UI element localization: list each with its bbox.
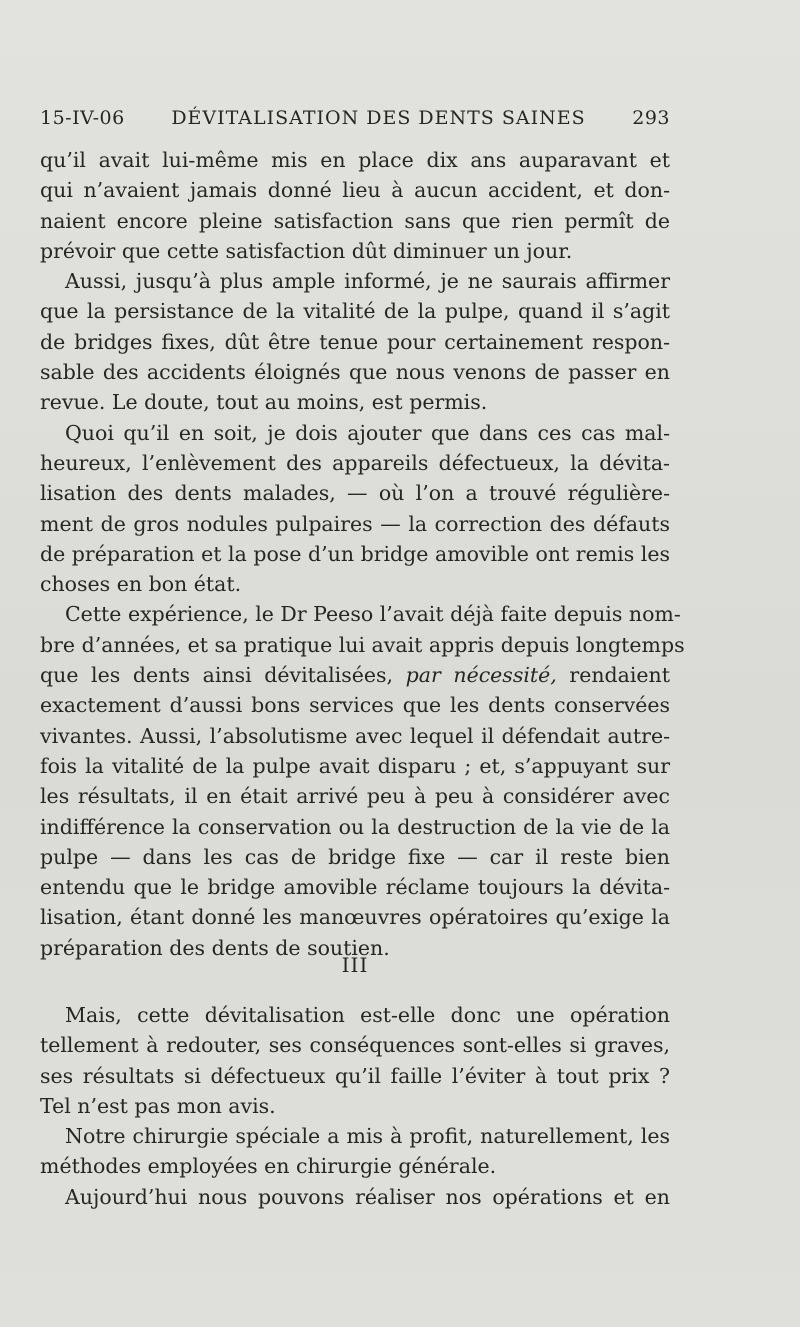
text-line: lisation, étant donné les manœuvres opératoires qu’exige la <box>40 905 670 930</box>
text-line: préparation des dents de soutien. <box>40 935 390 960</box>
section-text <box>40 1000 670 1212</box>
text-segment: que les dents ainsi dévitalisées, <box>40 663 394 688</box>
text-line: ment de gros nodules pulpaires — la correction des défauts <box>40 511 670 536</box>
text-line <box>40 660 670 690</box>
page-number: 293 <box>632 107 670 129</box>
running-header <box>40 107 670 129</box>
text-line: ses résultats si défectueux qu’il faille l’éviter à tout prix ? <box>40 1063 670 1088</box>
text-line: lisation des dents malades, — où l’on a trouvé régulière- <box>40 481 670 506</box>
text-line: exactement d’aussi bons services que les dents conservées <box>40 693 670 718</box>
text-line: Aussi, jusqu’à plus ample informé, je ne saurais affirmer <box>65 269 670 294</box>
text-line: les résultats, il en était arrivé peu à peu à considérer avec <box>40 784 670 809</box>
text-line: sable des accidents éloignés que nous venons de passer en <box>40 360 670 385</box>
text-line: Mais, cette dévitalisation est-elle donc une opération <box>65 1003 670 1027</box>
text-line: qu’il avait lui-même mis en place dix ans auparavant et <box>40 148 670 172</box>
text-line: prévoir que cette satisfaction dût diminuer un jour. <box>40 238 573 263</box>
text-line: revue. Le doute, tout au moins, est permis. <box>40 390 488 415</box>
text-line: indifférence la conservation ou la destruction de la vie de la <box>40 814 670 839</box>
text-line: fois la vitalité de la pulpe avait disparu ; et, s’appuyant sur <box>40 753 670 778</box>
text-line: entendu que le bridge amovible réclame toujours la dévita- <box>40 875 670 900</box>
text-line: vivantes. Aussi, l’absolutisme avec lequel il défendait autre- <box>40 723 670 748</box>
text-line: tellement à redouter, ses conséquences sont-elles si graves, <box>40 1033 670 1058</box>
text-line: pulpe — dans les cas de bridge fixe — car il reste bien <box>40 844 670 869</box>
text-line: bre d’années, et sa pratique lui avait appris depuis longtemps <box>40 632 685 657</box>
text-line: Notre chirurgie spéciale a mis à profit, naturellement, les <box>65 1124 670 1149</box>
text-line: naient encore pleine satisfaction sans que rien permît de <box>40 208 670 233</box>
text-line: Aujourd’hui nous pouvons réaliser nos opérations et en <box>65 1184 670 1209</box>
text-line: choses en bon état. <box>40 572 242 597</box>
text-line: heureux, l’enlèvement des appareils défectueux, la dévita- <box>40 450 670 475</box>
text-line: de bridges fixes, dût être tenue pour certainement respon- <box>40 329 670 354</box>
header-date: 15-IV-06 <box>40 107 125 129</box>
text-line: de préparation et la pose d’un bridge amovible ont remis les <box>40 541 670 566</box>
text-line: Tel n’est pas mon avis. <box>40 1093 276 1118</box>
text-line: que la persistance de la vitalité de la pulpe, quand il s’agit <box>40 299 670 324</box>
text-line: Quoi qu’il en soit, je dois ajouter que dans ces cas mal- <box>65 420 670 445</box>
text-line: qui n’avaient jamais donné lieu à aucun accident, et don- <box>40 178 670 203</box>
text-line: méthodes employées en chirurgie générale. <box>40 1154 497 1179</box>
header-title: DÉVITALISATION DES DENTS SAINES <box>171 107 586 129</box>
text-line: Cette expérience, le Dr Peeso l’avait déjà faite depuis nom- <box>65 602 681 627</box>
section-number: III <box>341 953 369 977</box>
main-text <box>40 145 685 963</box>
italic-phrase: par nécessité, <box>405 663 557 688</box>
text-segment: rendaient <box>569 663 670 688</box>
